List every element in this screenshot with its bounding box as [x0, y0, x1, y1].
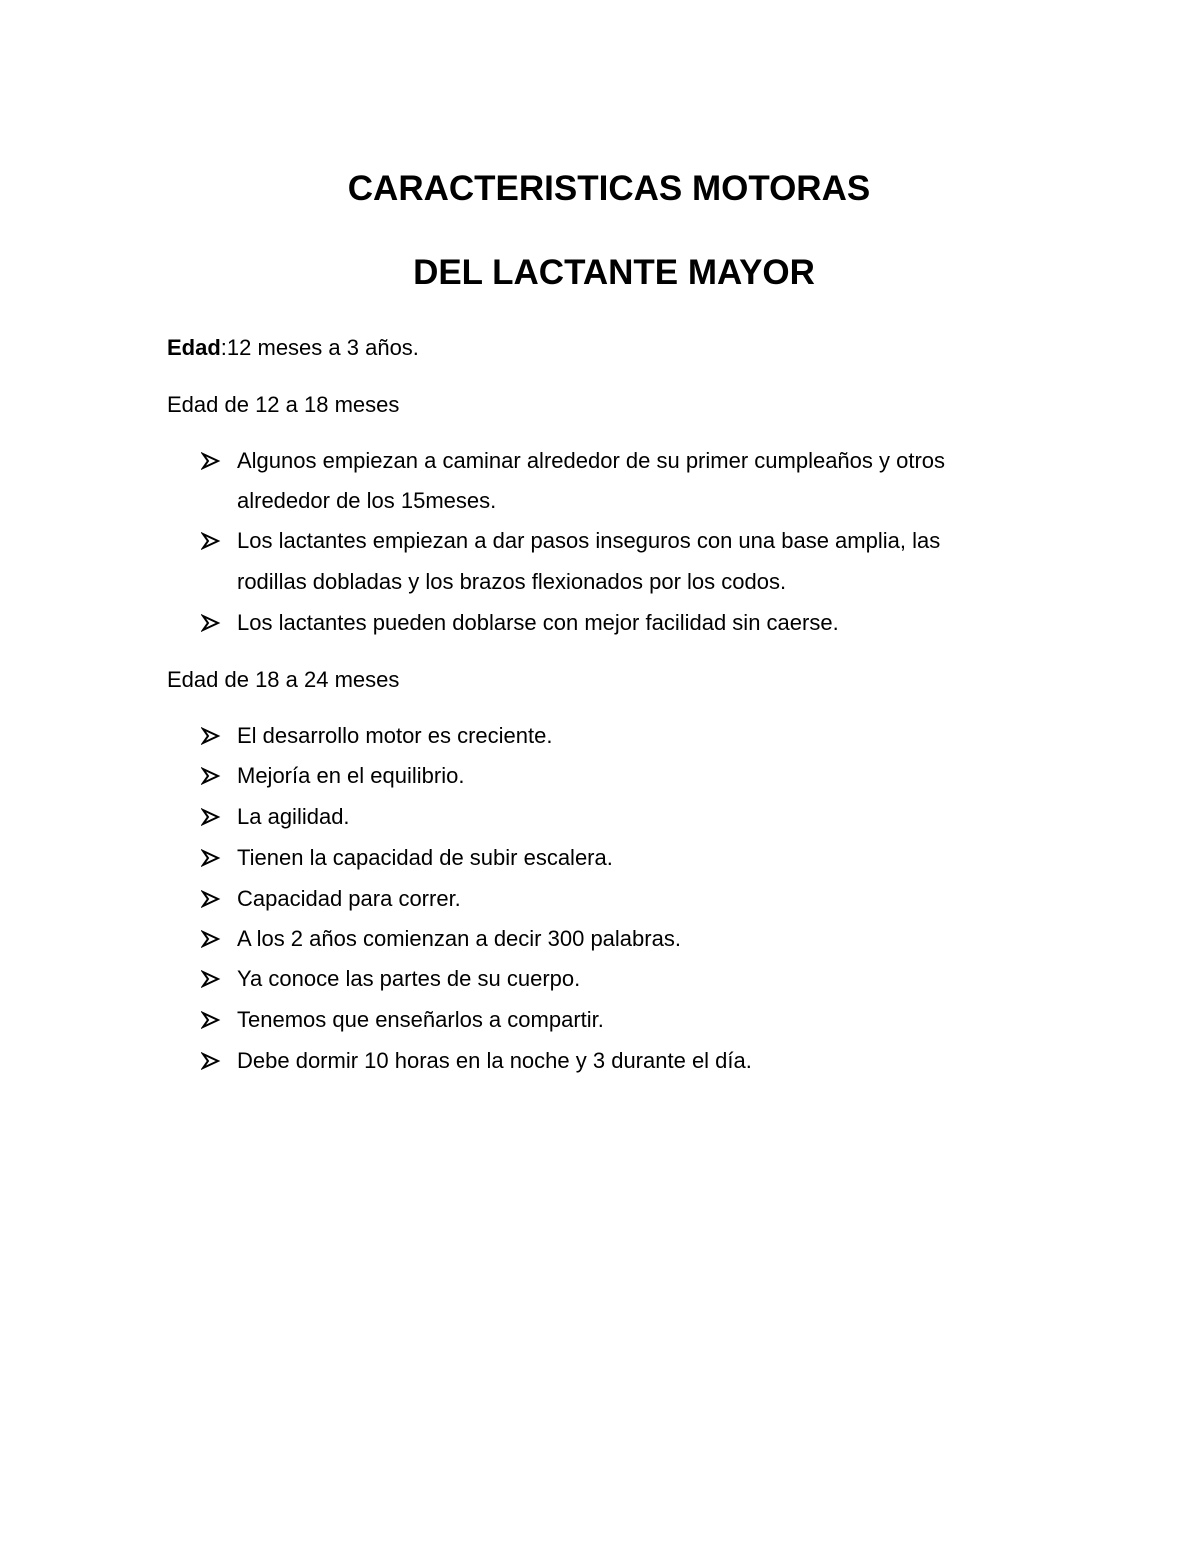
list-item: Los lactantes pueden doblarse con mejor facilidad sin caerse.	[237, 610, 839, 635]
arrowhead-bullet-icon	[201, 1008, 225, 1032]
arrowhead-bullet-icon	[201, 449, 225, 473]
arrowhead-bullet-icon	[201, 967, 225, 991]
section-heading-12-18: Edad de 12 a 18 meses	[167, 392, 400, 417]
list-item: A los 2 años comienzan a decir 300 palabras.	[237, 926, 681, 951]
list-item: Capacidad para correr.	[237, 886, 461, 911]
list-item: Los lactantes empiezan a dar pasos inseguros con una base amplia, las	[237, 528, 941, 553]
list-item: Tenemos que enseñarlos a compartir.	[237, 1007, 604, 1032]
list-item: Tienen la capacidad de subir escalera.	[237, 845, 613, 870]
list-item-continuation: alrededor de los 15meses.	[237, 488, 497, 513]
arrowhead-bullet-icon	[201, 529, 225, 553]
list-item: Ya conoce las partes de su cuerpo.	[237, 966, 581, 991]
arrowhead-bullet-icon	[201, 927, 225, 951]
age-range-line	[167, 334, 419, 362]
list-item: El desarrollo motor es creciente.	[237, 723, 553, 748]
list-item: Algunos empiezan a caminar alrededor de su primer cumpleaños y otros	[237, 448, 946, 473]
age-label: Edad	[167, 335, 221, 360]
list-item: Debe dormir 10 horas en la noche y 3 durante el día.	[237, 1048, 752, 1073]
arrowhead-bullet-icon	[201, 724, 225, 748]
arrowhead-bullet-icon	[201, 764, 225, 788]
arrowhead-bullet-icon	[201, 611, 225, 635]
arrowhead-bullet-icon	[201, 846, 225, 870]
age-value: :12 meses a 3 años.	[220, 335, 419, 360]
section-heading-18-24: Edad de 18 a 24 meses	[167, 667, 400, 692]
title-line-2: DEL LACTANTE MAYOR	[413, 253, 815, 292]
arrowhead-bullet-icon	[201, 887, 225, 911]
arrowhead-bullet-icon	[201, 1049, 225, 1073]
list-item-continuation: rodillas dobladas y los brazos flexionados por los codos.	[237, 569, 787, 594]
arrowhead-bullet-icon	[201, 805, 225, 829]
title-line-1: CARACTERISTICAS MOTORAS	[347, 169, 871, 208]
list-item: La agilidad.	[237, 804, 350, 829]
list-item: Mejoría en el equilibrio.	[237, 763, 465, 788]
